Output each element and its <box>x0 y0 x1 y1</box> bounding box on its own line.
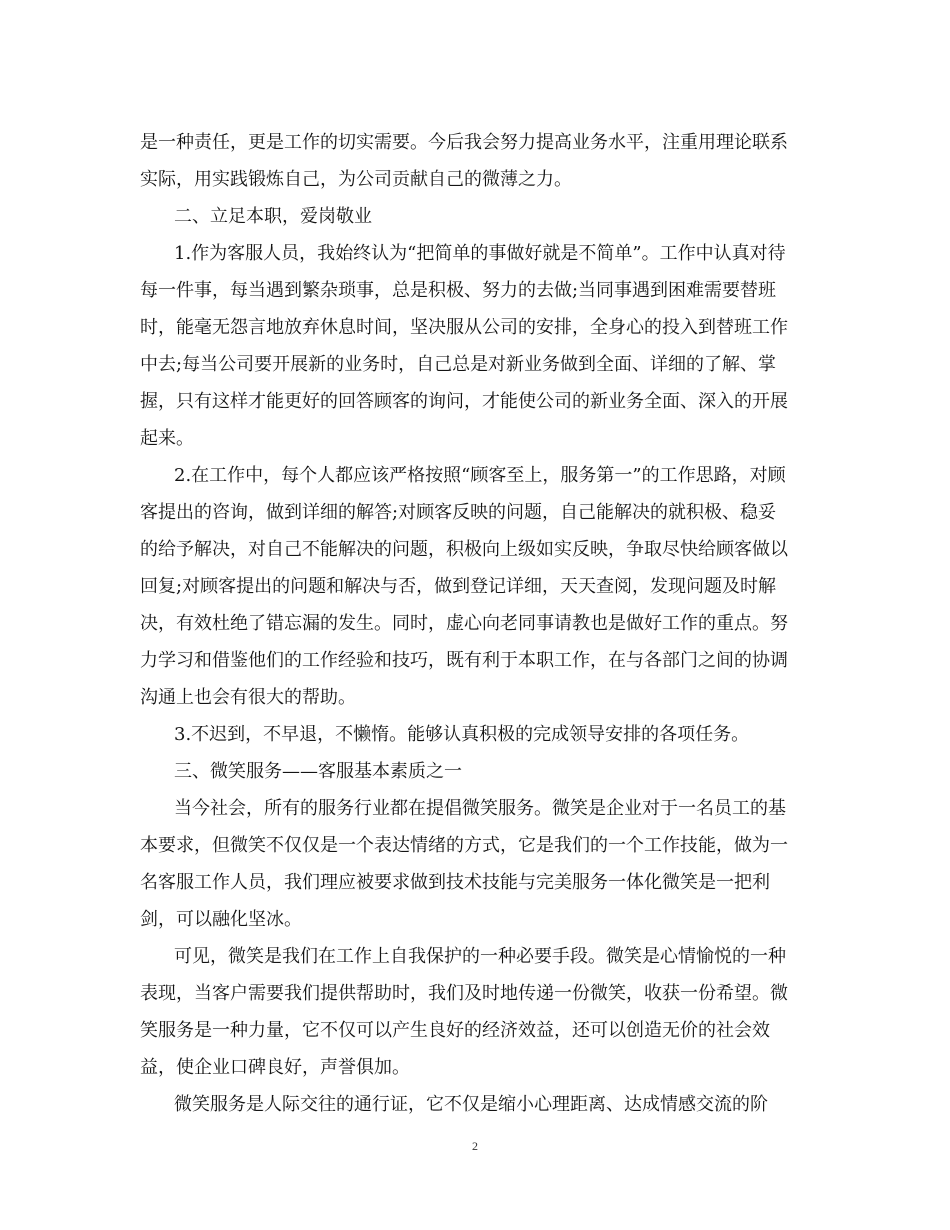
section-heading: 二、立足本职，爱岗敬业 <box>174 206 372 227</box>
text-line: 名客服工作人员，我们理应被要求做到技术技能与完美服务一体化微笑是一把利 <box>140 872 770 893</box>
text-line: 客提出的咨询，做到详细的解答;对顾客反映的问题，自己能解决的就积极、稳妥 <box>140 502 777 523</box>
text-line: 笑服务是一种力量，它不仅可以产生良好的经济效益，还可以创造无价的社会效 <box>140 1020 770 1041</box>
text-line: 每一件事，每当遇到繁杂琐事，总是积极、努力的去做;当同事遇到困难需要替班 <box>140 280 777 301</box>
text-line: 沟通上也会有很大的帮助。 <box>140 687 356 708</box>
text-line: 本要求，但微笑不仅仅是一个表达情绪的方式，它是我们的一个工作技能，做为一 <box>140 835 788 856</box>
text-line: 中去;每当公司要开展新的业务时，自己总是对新业务做到全面、详细的了解、掌 <box>140 354 777 375</box>
text-line: 微笑服务是人际交往的通行证，它不仅是缩小心理距离、达成情感交流的阶 <box>174 1094 768 1115</box>
text-line: 1.作为客服人员，我始终认为“把简单的事做好就是不简单”。工作中认真对待 <box>174 243 786 264</box>
text-line: 起来。 <box>140 428 194 449</box>
text-line: 决，有效杜绝了错忘漏的发生。同时，虚心向老同事请教也是做好工作的重点。努 <box>140 613 788 634</box>
text-line: 表现，当客户需要我们提供帮助时，我们及时地传递一份微笑，收获一份希望。微 <box>140 983 788 1004</box>
text-line: 时，能毫无怨言地放弃休息时间，坚决服从公司的安排，全身心的投入到替班工作 <box>140 317 788 338</box>
text-line: 实际，用实践锻炼自己，为公司贡献自己的微薄之力。 <box>140 169 572 190</box>
text-line: 当今社会，所有的服务行业都在提倡微笑服务。微笑是企业对于一名员工的基 <box>174 798 786 819</box>
text-line: 力学习和借鉴他们的工作经验和技巧，既有利于本职工作，在与各部门之间的协调 <box>140 650 788 671</box>
page-number: 2 <box>472 1139 478 1153</box>
section-heading: 三、微笑服务——客服基本素质之一 <box>174 761 462 782</box>
text-line: 是一种责任，更是工作的切实需要。今后我会努力提高业务水平，注重用理论联系 <box>140 132 788 153</box>
text-line: 握，只有这样才能更好的回答顾客的询问，才能使公司的新业务全面、深入的开展 <box>140 391 788 412</box>
text-line: 益，使企业口碑良好，声誉俱加。 <box>140 1057 410 1078</box>
text-line: 的给予解决，对自己不能解决的问题，积极向上级如实反映，争取尽快给顾客做以 <box>140 539 788 560</box>
text-line: 3.不迟到，不早退，不懒惰。能够认真积极的完成领导安排的各项任务。 <box>174 724 750 745</box>
text-line: 剑，可以融化坚冰。 <box>140 909 302 930</box>
text-line: 2.在工作中，每个人都应该严格按照“顾客至上，服务第一”的工作思路，对顾 <box>174 465 786 486</box>
text-line: 回复;对顾客提出的问题和解决与否，做到登记详细，天天查阅，发现问题及时解 <box>140 576 777 597</box>
text-line: 可见，微笑是我们在工作上自我保护的一种必要手段。微笑是心情愉悦的一种 <box>174 946 786 967</box>
